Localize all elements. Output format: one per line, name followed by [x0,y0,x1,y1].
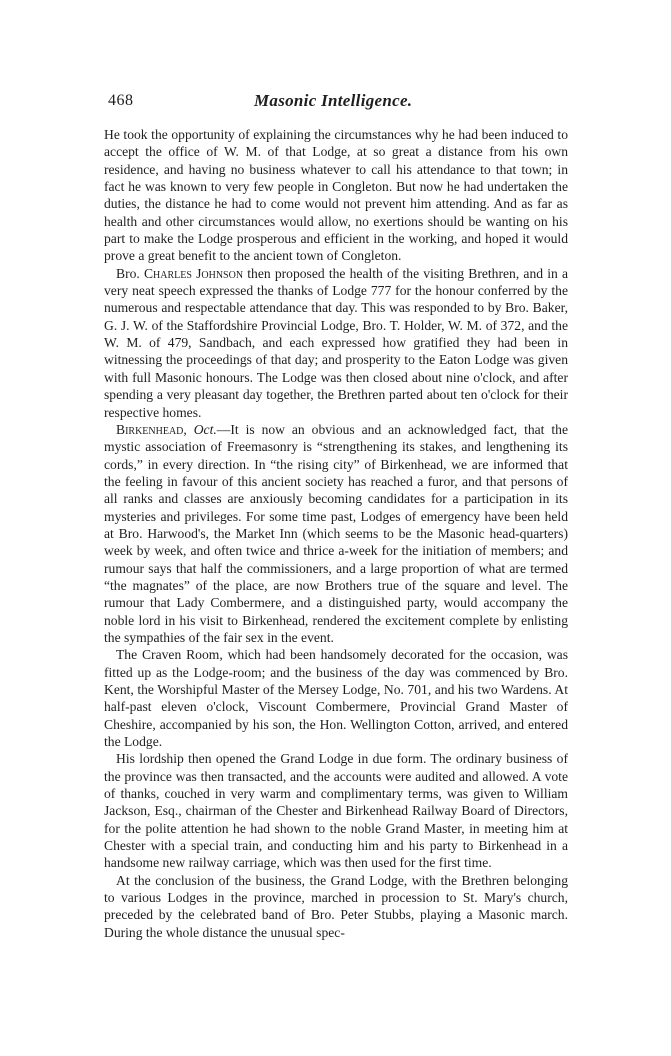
page-number: 468 [108,92,134,109]
article-body [104,126,568,941]
paragraph-5 [104,750,568,871]
paragraph-3 [104,421,568,646]
running-head [104,92,568,122]
paragraph-6 [104,872,568,941]
dateline-date: Oct. [186,421,217,437]
paragraph-1 [104,126,568,265]
paragraph-2-prefix: Bro. [116,265,144,281]
page [104,92,568,941]
person-name: Charles Johnson [143,265,244,281]
paragraph-2-text: then proposed the health of the visiting Brethren, and in a very neat speech expressed the thanks of Lodge 777 for the honour conferred by the numerous and respectable attendance that day. This was responded to by Bro. Baker, G. J. W. of the Staffordshire Provincial Lodge, Bro. T. Holder, W. M. of 372, and the W. M. of 479, Sandbach, and each expressed how gratified they had been in witnessing the proceedings of that day; and prosperity to the Eaton Lodge was given with full Masonic honours. The Lodge was then closed about nine o'clock, and after spending a very pleasant day together, the Brethren parted about ten o'clock for their respective homes. [104,265,568,420]
paragraph-4-text: The Craven Room, which had been handsomely decorated for the occasion, was fitted up as the Lodge-room; and the business of the day was commenced by Bro. Kent, the Worshipful Master of the Mersey Lodge, No. 701, and his two Wardens. At half-past eleven o'clock, Viscount Combermere, Provincial Grand Master of Cheshire, accompanied by his son, the Hon. Wellington Cotton, arrived, and entered the Lodge. [104,647,568,750]
paragraph-3-text: —It is now an obvious and an acknowledged fact, that the mystic association of Freemasonry is “strengthening its stakes, and lengthening its cords,” in every direction. In “the rising city” of Birkenhead, we are informed that the feeling in favour of this ancient society has reached a furor, and that persons of all ranks and classes are anxiously becoming candidates for a participation in its mysteries and privileges. For some time past, Lodges of emergency have been held at Bro. Harwood's, the Market Inn (which seems to be the Masonic head-quarters) week by week, and often twice and thrice a-week for the initiation of members; and rumour says that half the commissioners, and a large proportion of what are termed “the magnates” of the place, are now Brothers true of the square and level. The rumour that Lady Combermere, and a distinguished party, would accompany the noble lord in his visit to Birkenhead, rendered the excitement complete by enlisting the sympathies of the fair sex in the event. [104,421,568,645]
running-title: Masonic Intelligence. [254,91,413,110]
dateline-place: Birkenhead, [116,421,187,437]
paragraph-6-text: At the conclusion of the business, the Grand Lodge, with the Brethren belonging to various Lodges in the province, marched in procession to St. Mary's church, preceded by the celebrated band of Bro. Peter Stubbs, playing a Masonic march. During the whole distance the unusual spec- [104,872,568,940]
paragraph-5-text: His lordship then opened the Grand Lodge in due form. The ordinary business of the province was then transacted, and the accounts were audited and allowed. A vote of thanks, couched in very warm and complimentary terms, was given to William Jackson, Esq., chairman of the Chester and Birkenhead Railway Board of Directors, for the polite attention he had shown to the noble Grand Master, in meeting him at Chester with a special train, and conducting him and his party to Birkenhead in a handsome new railway carriage, which was then used for the first time. [104,751,568,871]
paragraph-1-text: He took the opportunity of explaining the circumstances why he had been induced to accept the office of W. M. of that Lodge, at so great a distance from his own residence, and having no business whatever to call his attendance to that town; in fact he was known to very few people in Congleton. But now he had undertaken the duties, the distance he had to come would not prevent him attending. And as far as health and other circumstances would allow, no exertions should be wanting on his part to make the Lodge prosperous and efficient in the working, and hoped it would prove a great benefit to the ancient town of Congleton. [104,127,568,264]
paragraph-4 [104,646,568,750]
paragraph-2 [104,265,568,421]
